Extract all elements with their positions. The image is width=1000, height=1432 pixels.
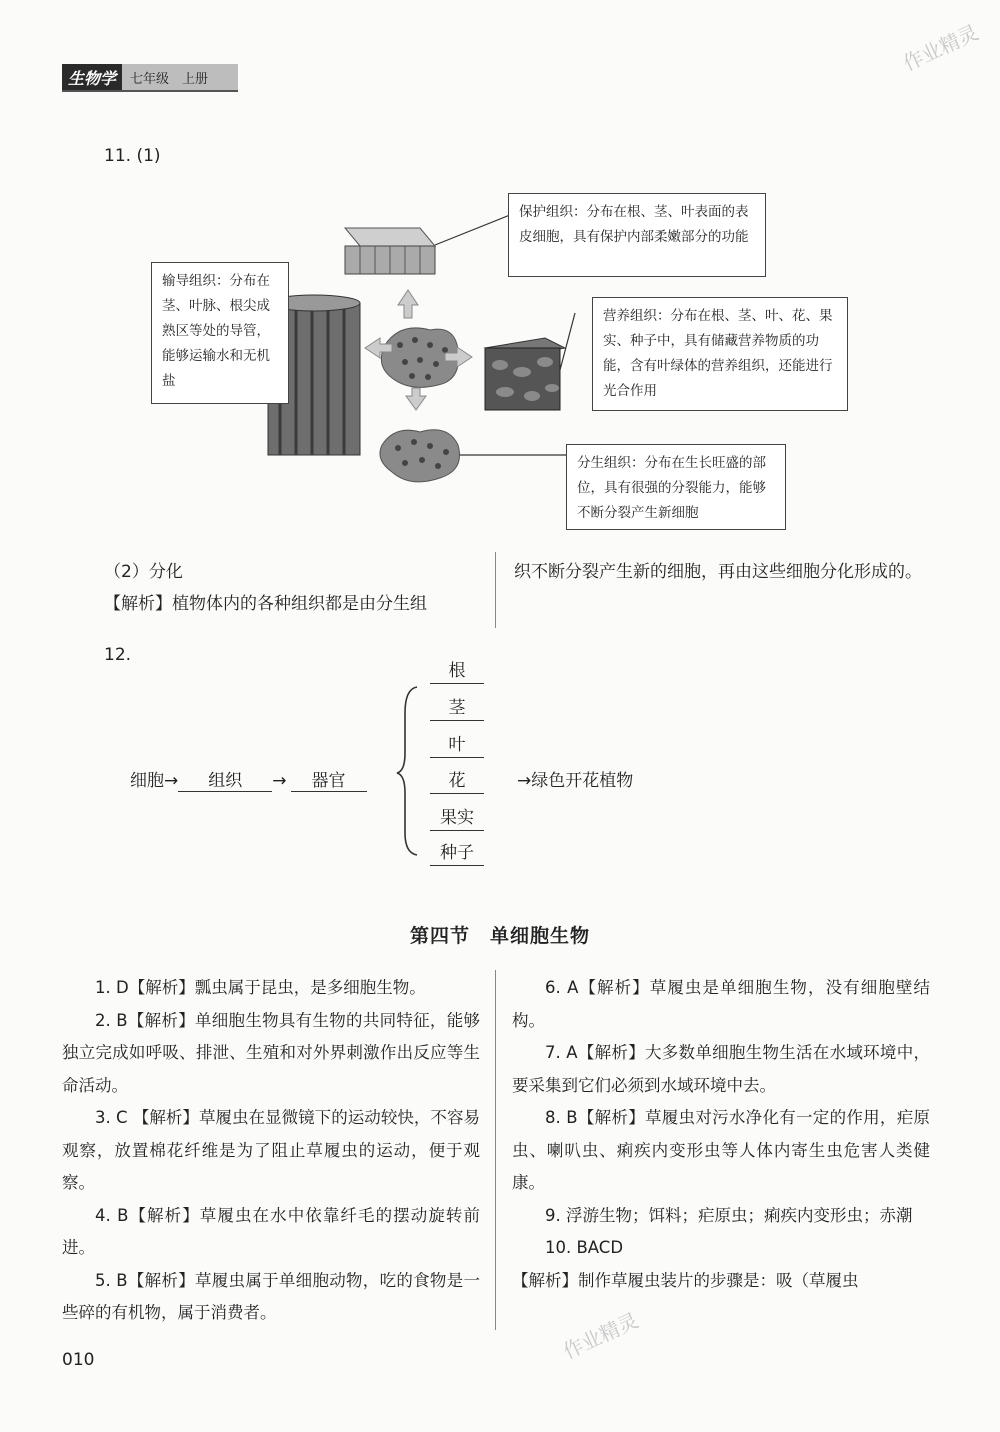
meristem-box: 分生组织：分布在生长旺盛的部位，具有很强的分裂能力，能够不断分裂产生新细胞 [566,444,786,530]
organ-seed: 种子 [430,838,484,866]
header-grade: 七年级 上册 [122,64,238,91]
answers-left-column [62,972,480,1330]
q12-tissue-blank: 组织 [178,766,272,792]
q11-label: 11. (1) [104,146,161,166]
q12-result: →绿色开花植物 [517,771,634,791]
header-subject: 生物学 [62,64,122,91]
column-divider-bottom [495,970,496,1330]
tissue-diagram [0,0,1000,560]
q11-part2-label: （2）分化 [104,562,183,582]
protective-tissue-illustration [345,228,435,274]
page-number: 010 [62,1350,95,1370]
answer-1: 1. D【解析】瓢虫属于昆虫，是多细胞生物。 [95,978,426,997]
organ-leaf: 叶 [430,730,484,758]
answer-7: 7. A【解析】大多数单细胞生物生活在水域环境中，要采集到它们必须到水域环境中去。 [512,1043,930,1095]
column-divider-top [495,552,496,628]
watermark-top: 作业精灵 [899,20,982,76]
answer-10: 10. BACD [545,1238,624,1257]
q12-organ-blank: 器官 [291,766,367,792]
section-title: 第四节 单细胞生物 [409,925,590,947]
answer-10-analysis: 【解析】制作草履虫装片的步骤是：吸（草履虫 [512,1270,859,1290]
q12-brace [395,683,425,858]
answer-3: 3. C 【解析】草履虫在显微镜下的运动较快，不容易观察，放置棉花纤维是为了阻止草履虫的运动，便于观察。 [62,1108,480,1192]
answers-right-column [512,972,930,1297]
q12-label: 12. [104,645,132,665]
organ-stem: 茎 [430,693,484,721]
answer-5: 5. B【解析】草履虫属于单细胞动物，吃的食物是一些碎的有机物，属于消费者。 [62,1270,480,1322]
watermark-bottom: 作业精灵 [559,1308,642,1364]
nutritive-tissue-illustration [485,338,565,410]
answer-8: 8. B【解析】草履虫对污水净化有一定的作用，疟原虫、喇叭虫、痢疾内变形虫等人体内寄生虫危害人类健康。 [512,1108,930,1192]
organ-flower: 花 [430,766,484,794]
q11-part2-left: 【解析】植物体内的各种组织都是由分生组 [104,594,427,614]
organ-root: 根 [430,656,484,684]
organ-fruit: 果实 [430,803,484,831]
answer-4: 4. B【解析】草履虫在水中依靠纤毛的摆动旋转前进。 [62,1205,480,1257]
answer-6: 6. A【解析】草履虫是单细胞生物，没有细胞壁结构。 [512,978,930,1030]
nutritive-tissue-box: 营养组织：分布在根、茎、叶、花、果实、种子中，具有储藏营养物质的功能，含有叶绿体的营养组织，还能进行光合作用 [592,297,848,411]
protective-tissue-box: 保护组织：分布在根、茎、叶表面的表皮细胞，具有保护内部柔嫩部分的功能 [508,193,766,277]
q12-arrow: → [272,771,287,791]
q11-part2-right: 织不断分裂产生新的细胞，再由这些细胞分化形成的。 [514,562,922,582]
q12-flow [130,766,367,792]
answer-9: 9. 浮游生物；饵料；疟原虫；痢疾内变形虫；赤潮 [545,1205,913,1225]
q12-cell: 细胞→ [130,771,179,791]
answer-2: 2. B【解析】单细胞生物具有生物的共同特征，能够独立完成如呼吸、排泄、生殖和对外界刺激作出反应等生命活动。 [62,1010,480,1095]
meristem-illustration [380,430,460,482]
conducting-tissue-box: 输导组织：分布在茎、叶脉、根尖成熟区等处的导管，能够运输水和无机盐 [151,262,289,404]
